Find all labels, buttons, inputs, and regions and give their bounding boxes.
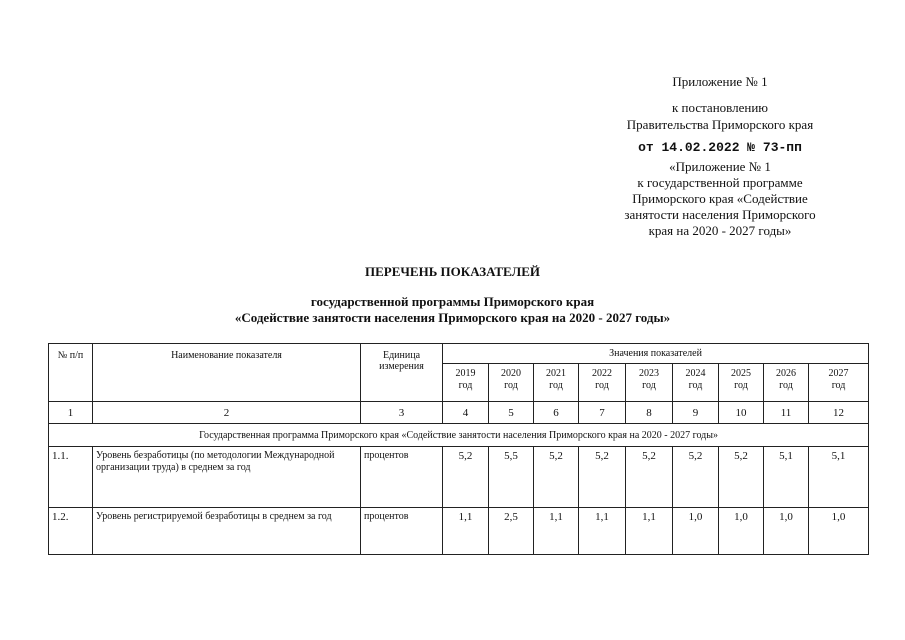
header-number: № п/п (49, 344, 93, 402)
indicator-value: 5,5 (489, 447, 534, 508)
header-unit: Единица измерения (361, 344, 443, 402)
government-label: Правительства Приморского края (626, 117, 814, 132)
indicator-value: 5,1 (764, 447, 809, 508)
resolution-label: к постановлению (671, 100, 769, 115)
indicator-value: 5,2 (534, 447, 579, 508)
note-line: Приморского края «Содействие (632, 191, 808, 206)
indicator-value: 1,0 (764, 508, 809, 555)
section-row (49, 424, 869, 447)
indicator-value: 2,5 (489, 508, 534, 555)
indicator-value: 1,1 (579, 508, 626, 555)
table-row (49, 447, 869, 508)
indicator-value: 5,1 (809, 447, 869, 508)
header-values: Значения показателей (443, 344, 869, 364)
year-header: 2020 год (489, 364, 534, 402)
indicator-value: 5,2 (443, 447, 489, 508)
row-number: 1.1. (49, 447, 93, 508)
column-number: 3 (361, 402, 443, 424)
indicator-name: Уровень регистрируемой безработицы в среднем за год (93, 508, 361, 555)
indicator-value: 1,1 (534, 508, 579, 555)
row-number: 1.2. (49, 508, 93, 555)
appendix-label: Приложение № 1 (672, 74, 768, 89)
column-number: 12 (809, 402, 869, 424)
note-line: к государственной программе (637, 175, 803, 190)
note-line: края на 2020 - 2027 годы» (648, 223, 792, 238)
indicator-name: Уровень безработицы (по методологии Международной организации труда) в среднем за год (93, 447, 361, 508)
indicators-table (48, 343, 869, 555)
indicator-value: 1,1 (443, 508, 489, 555)
date-stamp: от 14.02.2022 № 73-пп (638, 140, 802, 155)
program-appendix-note (600, 159, 840, 239)
year-header: 2025 год (719, 364, 764, 402)
indicator-value: 1,0 (673, 508, 719, 555)
column-number: 7 (579, 402, 626, 424)
page-subtitle: государственной программы Приморского края (310, 294, 595, 309)
column-number: 1 (49, 402, 93, 424)
indicator-value: 1,1 (626, 508, 673, 555)
section-title: Государственная программа Приморского края «Содействие занятости населения Приморского края на 2020 - 2027 годы» (49, 424, 869, 447)
column-number: 6 (534, 402, 579, 424)
indicator-unit: процентов (361, 447, 443, 508)
indicator-value: 5,2 (579, 447, 626, 508)
year-header: 2023 год (626, 364, 673, 402)
year-header: 2024 год (673, 364, 719, 402)
year-header: 2021 год (534, 364, 579, 402)
column-number: 10 (719, 402, 764, 424)
column-number: 5 (489, 402, 534, 424)
indicator-value: 1,0 (809, 508, 869, 555)
program-name: «Содействие занятости населения Приморского края на 2020 - 2027 годы» (234, 310, 671, 325)
table-row (49, 508, 869, 555)
year-header: 2019 год (443, 364, 489, 402)
column-number: 4 (443, 402, 489, 424)
year-header: 2027 год (809, 364, 869, 402)
column-number: 2 (93, 402, 361, 424)
column-number: 9 (673, 402, 719, 424)
note-line: занятости населения Приморского (624, 207, 816, 222)
indicator-value: 5,2 (626, 447, 673, 508)
indicator-value: 5,2 (719, 447, 764, 508)
column-number: 8 (626, 402, 673, 424)
indicator-value: 5,2 (673, 447, 719, 508)
indicator-value: 1,0 (719, 508, 764, 555)
year-header: 2026 год (764, 364, 809, 402)
note-line: «Приложение № 1 (669, 159, 771, 174)
page-title: ПЕРЕЧЕНЬ ПОКАЗАТЕЛЕЙ (364, 264, 541, 279)
column-number: 11 (764, 402, 809, 424)
year-header: 2022 год (579, 364, 626, 402)
header-name: Наименование показателя (93, 344, 361, 402)
table-header-row (49, 344, 869, 364)
indicator-unit: процентов (361, 508, 443, 555)
column-numbers-row (49, 402, 869, 424)
